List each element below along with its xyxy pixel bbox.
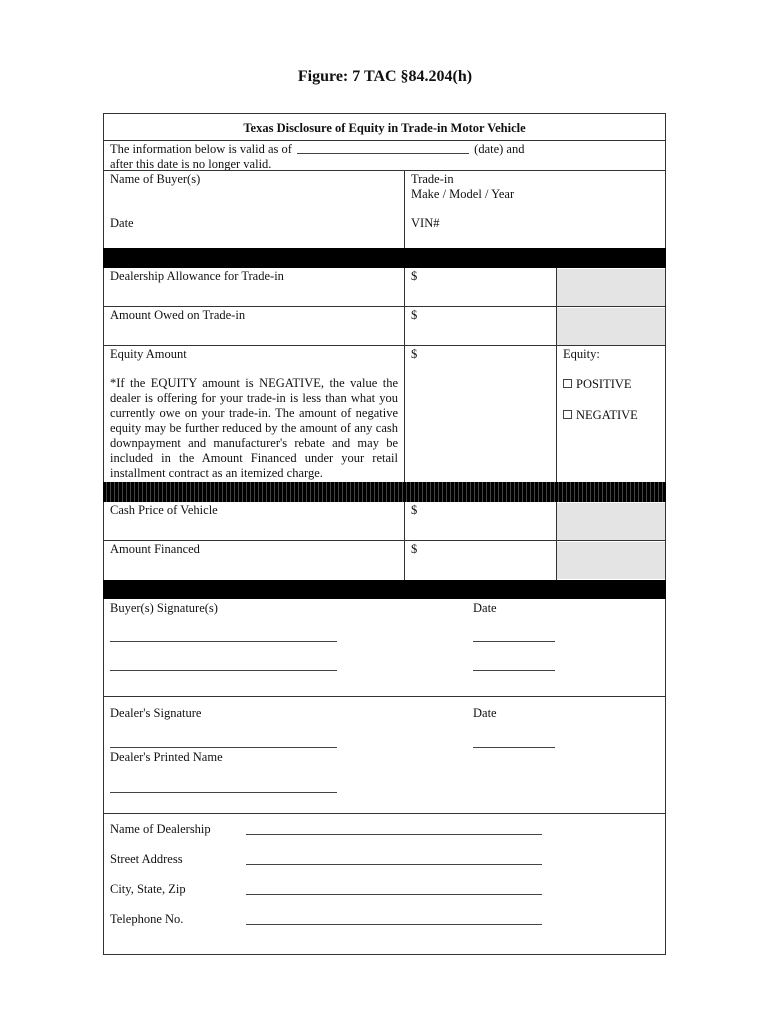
equity-negative-option[interactable] [563, 408, 638, 423]
divider [103, 813, 666, 814]
dealer-printed-name-label: Dealer's Printed Name [110, 750, 223, 764]
telephone-line[interactable] [246, 924, 542, 925]
divider [404, 268, 405, 482]
validity-suffix: (date) and [474, 142, 525, 156]
validity-line-2: after this date is no longer valid. [110, 157, 272, 171]
make-model-year-label: Make / Model / Year [411, 187, 515, 201]
buyer-date-line-2[interactable] [473, 670, 555, 671]
checkbox-icon[interactable] [563, 410, 572, 419]
figure-title: Figure: 7 TAC §84.204(h) [297, 68, 473, 85]
buyer-signature-date-label: Date [473, 601, 497, 615]
separator-bar [103, 248, 666, 268]
dealer-date-line[interactable] [473, 747, 555, 748]
trade-in-label: Trade-in [411, 172, 454, 186]
divider [103, 696, 666, 697]
shaded-cell [557, 308, 665, 345]
buyer-signature-label: Buyer(s) Signature(s) [110, 601, 218, 615]
buyer-date-label: Date [110, 216, 134, 230]
amount-financed-label: Amount Financed [110, 542, 200, 556]
city-state-zip-label: City, State, Zip [110, 882, 186, 896]
divider [103, 306, 666, 307]
checkbox-icon[interactable] [563, 379, 572, 388]
telephone-label: Telephone No. [110, 912, 184, 926]
divider [103, 540, 666, 541]
shaded-cell [557, 542, 665, 579]
dealer-signature-line[interactable] [110, 747, 337, 748]
validity-line-1 [110, 142, 524, 157]
divider [404, 170, 405, 248]
dealership-allowance-label: Dealership Allowance for Trade-in [110, 269, 284, 283]
equity-amount-label: Equity Amount [110, 347, 187, 361]
validity-prefix: The information below is valid as of [110, 142, 292, 156]
buyer-date-line-1[interactable] [473, 641, 555, 642]
divider [103, 170, 666, 171]
buyer-signature-line-2[interactable] [110, 670, 337, 671]
dealership-name-line[interactable] [246, 834, 542, 835]
equity-options-label: Equity: [563, 347, 600, 361]
dealer-signature-date-label: Date [473, 706, 497, 720]
form-title: Texas Disclosure of Equity in Trade-in Motor Vehicle [243, 121, 526, 135]
equity-negative-label: NEGATIVE [576, 408, 638, 422]
amount-owed-currency: $ [411, 308, 418, 322]
amount-owed-label: Amount Owed on Trade-in [110, 308, 246, 322]
amount-financed-currency: $ [411, 542, 418, 556]
street-address-label: Street Address [110, 852, 183, 866]
buyer-signature-line-1[interactable] [110, 641, 337, 642]
divider [404, 502, 405, 580]
separator-bar [103, 580, 666, 599]
divider [103, 345, 666, 346]
negative-equity-note: *If the EQUITY amount is NEGATIVE, the value the dealer is offering for your trade-in is less than what you currently owe on your trade-in. The amount of negative equity may be further reduced by the amount of any cash downpayment and manufacturer's rebate and may be included in the Amount Financed under your retail installment contract as an itemized charge. [110, 376, 398, 480]
name-of-buyer-label: Name of Buyer(s) [110, 172, 201, 186]
vin-label: VIN# [411, 216, 440, 230]
dealer-signature-label: Dealer's Signature [110, 706, 202, 720]
cash-price-currency: $ [411, 503, 418, 517]
equity-positive-option[interactable] [563, 377, 632, 392]
city-state-zip-line[interactable] [246, 894, 542, 895]
divider [103, 140, 666, 141]
dealership-name-label: Name of Dealership [110, 822, 211, 836]
shaded-cell [557, 503, 665, 540]
street-address-line[interactable] [246, 864, 542, 865]
equity-amount-currency: $ [411, 347, 418, 361]
shaded-cell [557, 269, 665, 306]
cash-price-label: Cash Price of Vehicle [110, 503, 218, 517]
validity-date-field[interactable] [297, 142, 469, 154]
dealer-printed-name-line[interactable] [110, 792, 337, 793]
separator-bar [103, 482, 666, 502]
dealership-allowance-currency: $ [411, 269, 418, 283]
equity-positive-label: POSITIVE [576, 377, 632, 391]
